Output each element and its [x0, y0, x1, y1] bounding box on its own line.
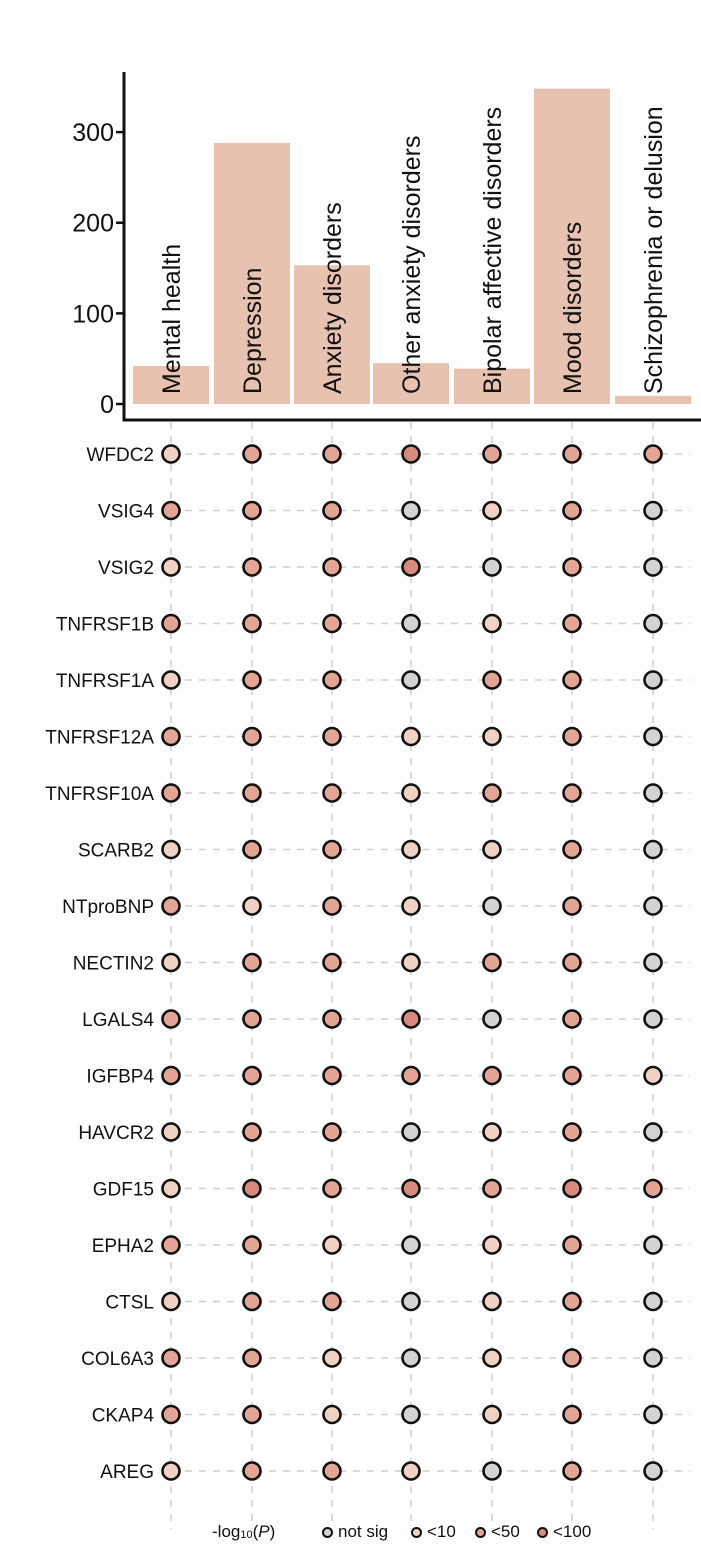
dot [324, 1124, 341, 1141]
dot [163, 446, 180, 463]
dot [564, 841, 581, 858]
dot [403, 1406, 420, 1423]
dot [244, 1067, 261, 1084]
dot [403, 1124, 420, 1141]
legend-item-lt10 [411, 1522, 456, 1542]
dot [324, 1011, 341, 1028]
dot [645, 1067, 662, 1084]
dot [324, 672, 341, 689]
row-label: GDF15 [92, 1179, 154, 1201]
row-label: TNFRSF10A [45, 784, 154, 805]
dot [163, 1350, 180, 1367]
row-label: TNFRSF1B [55, 614, 154, 636]
dot [645, 841, 662, 858]
dot [403, 502, 420, 519]
dot [403, 1180, 420, 1197]
dot [564, 954, 581, 971]
dot [645, 615, 662, 632]
dot [645, 1011, 662, 1028]
row-label: LGALS4 [82, 1010, 154, 1031]
dot [244, 954, 261, 971]
dot [324, 446, 341, 463]
dot [645, 1350, 662, 1367]
bar-label: Anxiety disorders [319, 202, 347, 394]
dot [564, 672, 581, 689]
dot [403, 446, 420, 463]
dot [244, 1350, 261, 1367]
dot [163, 1180, 180, 1197]
legend-item-lt100 [537, 1522, 591, 1542]
dot [484, 1237, 501, 1254]
bar-label: Mood disorders [559, 221, 587, 394]
dot [564, 446, 581, 463]
bar-label: Schizophrenia or delusion [640, 106, 668, 394]
dot [645, 954, 662, 971]
dot [244, 672, 261, 689]
dot [403, 1067, 420, 1084]
dot [324, 785, 341, 802]
dot [244, 785, 261, 802]
dot [484, 1011, 501, 1028]
row-label: TNFRSF12A [45, 727, 154, 749]
dot [403, 954, 420, 971]
dot [645, 898, 662, 915]
dot [324, 898, 341, 915]
dot [564, 1293, 581, 1310]
dot [324, 841, 341, 858]
bar-label: Mental health [158, 243, 186, 394]
dot [403, 1350, 420, 1367]
dot [645, 1237, 662, 1254]
dot [163, 728, 180, 745]
dot [484, 672, 501, 689]
dot [403, 841, 420, 858]
dot [645, 728, 662, 745]
legend-item-lt50 [475, 1522, 520, 1542]
dot [324, 1237, 341, 1254]
legend-label: not sig [338, 1522, 389, 1541]
dot [484, 1350, 501, 1367]
dot [645, 1124, 662, 1141]
legend-swatch-lt100 [537, 1527, 548, 1538]
dot [324, 728, 341, 745]
dot [403, 898, 420, 915]
dot [564, 1237, 581, 1254]
dot [244, 559, 261, 576]
dot [163, 898, 180, 915]
row-label: EPHA2 [91, 1236, 154, 1257]
dot [484, 615, 501, 632]
dot [163, 672, 180, 689]
dot [484, 898, 501, 915]
y-tick-label: 0 [100, 391, 114, 419]
dot [645, 502, 662, 519]
y-tick-label: 100 [72, 300, 114, 329]
dot [244, 1180, 261, 1197]
row-label: CTSL [105, 1292, 154, 1314]
dot [403, 615, 420, 632]
dot [324, 1067, 341, 1084]
dot [244, 1011, 261, 1028]
dot [645, 1406, 662, 1423]
dot [564, 502, 581, 519]
bar-label: Other anxiety disorders [398, 135, 426, 394]
dot [564, 1463, 581, 1480]
dot [564, 1011, 581, 1028]
dot [244, 841, 261, 858]
dot [324, 1463, 341, 1480]
dot [163, 615, 180, 632]
dot [163, 559, 180, 576]
dot [484, 559, 501, 576]
legend-label: <10 [427, 1522, 456, 1541]
dot [484, 1067, 501, 1084]
dot [484, 1124, 501, 1141]
dot [484, 1293, 501, 1310]
dot [484, 1406, 501, 1423]
bar-label: Bipolar affective disorders [479, 106, 507, 394]
dot [564, 785, 581, 802]
row-label: NECTIN2 [72, 953, 154, 975]
dot [403, 672, 420, 689]
dot [324, 1180, 341, 1197]
row-label: TNFRSF1A [55, 671, 154, 692]
dot [645, 1293, 662, 1310]
dot [484, 446, 501, 463]
dot [403, 1293, 420, 1310]
dot [163, 954, 180, 971]
dot [403, 559, 420, 576]
row-label: SCARB2 [77, 840, 154, 862]
dot [324, 954, 341, 971]
dot [324, 1293, 341, 1310]
dot [564, 1067, 581, 1084]
dot [244, 1406, 261, 1423]
legend-swatch-lt50 [475, 1527, 486, 1538]
dot [484, 502, 501, 519]
dot [244, 446, 261, 463]
dot [163, 1067, 180, 1084]
dot [484, 954, 501, 971]
dot [564, 1124, 581, 1141]
dot [564, 1180, 581, 1197]
y-tick-label: 300 [72, 119, 114, 148]
dot [645, 672, 662, 689]
dot [564, 1406, 581, 1423]
dot [244, 728, 261, 745]
dot [484, 1463, 501, 1480]
legend-swatch-lt10 [411, 1527, 422, 1538]
dot [163, 1237, 180, 1254]
dot [163, 785, 180, 802]
row-label: HAVCR2 [78, 1123, 154, 1144]
dot [244, 898, 261, 915]
dot [484, 728, 501, 745]
dot [324, 615, 341, 632]
dot [484, 785, 501, 802]
legend-label: <100 [553, 1522, 592, 1541]
dot [163, 1293, 180, 1310]
row-label: WFDC2 [86, 445, 154, 466]
legend-title: $-\log_{10}(P)$ [212, 1522, 276, 1541]
dot [163, 1011, 180, 1028]
dot [244, 615, 261, 632]
dot-layer [45, 445, 661, 1483]
row-label: CKAP4 [91, 1405, 154, 1427]
dot [645, 785, 662, 802]
dot [403, 785, 420, 802]
dot [163, 502, 180, 519]
y-tick-label: 200 [72, 209, 114, 238]
dot [564, 559, 581, 576]
dot [403, 1463, 420, 1480]
dot [403, 1237, 420, 1254]
bar [615, 396, 691, 404]
dot [645, 559, 662, 576]
legend [0, 1522, 701, 1552]
dot [645, 446, 662, 463]
dot [163, 1463, 180, 1480]
dot [324, 1350, 341, 1367]
dot [645, 1180, 662, 1197]
dot [163, 841, 180, 858]
dot [484, 1180, 501, 1197]
bar-label: Depression [239, 267, 267, 394]
row-label: AREG [100, 1462, 154, 1483]
legend-label: <50 [491, 1522, 520, 1541]
dot [564, 1350, 581, 1367]
dot [564, 728, 581, 745]
dot [484, 841, 501, 858]
dot [645, 1463, 662, 1480]
dot [564, 615, 581, 632]
dot [324, 559, 341, 576]
bar-layer [133, 89, 691, 404]
dot [564, 898, 581, 915]
dot [403, 1011, 420, 1028]
row-label: VSIG4 [98, 501, 154, 523]
dot [244, 1463, 261, 1480]
dot [163, 1124, 180, 1141]
row-label: IGFBP4 [86, 1066, 154, 1088]
legend-item-not-sig [322, 1522, 388, 1542]
dot [244, 1293, 261, 1310]
dot [324, 502, 341, 519]
row-label: NTproBNP [62, 897, 154, 918]
dot [244, 502, 261, 519]
dot [324, 1406, 341, 1423]
row-label: VSIG2 [98, 558, 154, 579]
row-label: COL6A3 [81, 1349, 154, 1370]
legend-swatch-not-sig [322, 1527, 333, 1538]
dot [244, 1124, 261, 1141]
dot [163, 1406, 180, 1423]
dot [403, 728, 420, 745]
dot [244, 1237, 261, 1254]
